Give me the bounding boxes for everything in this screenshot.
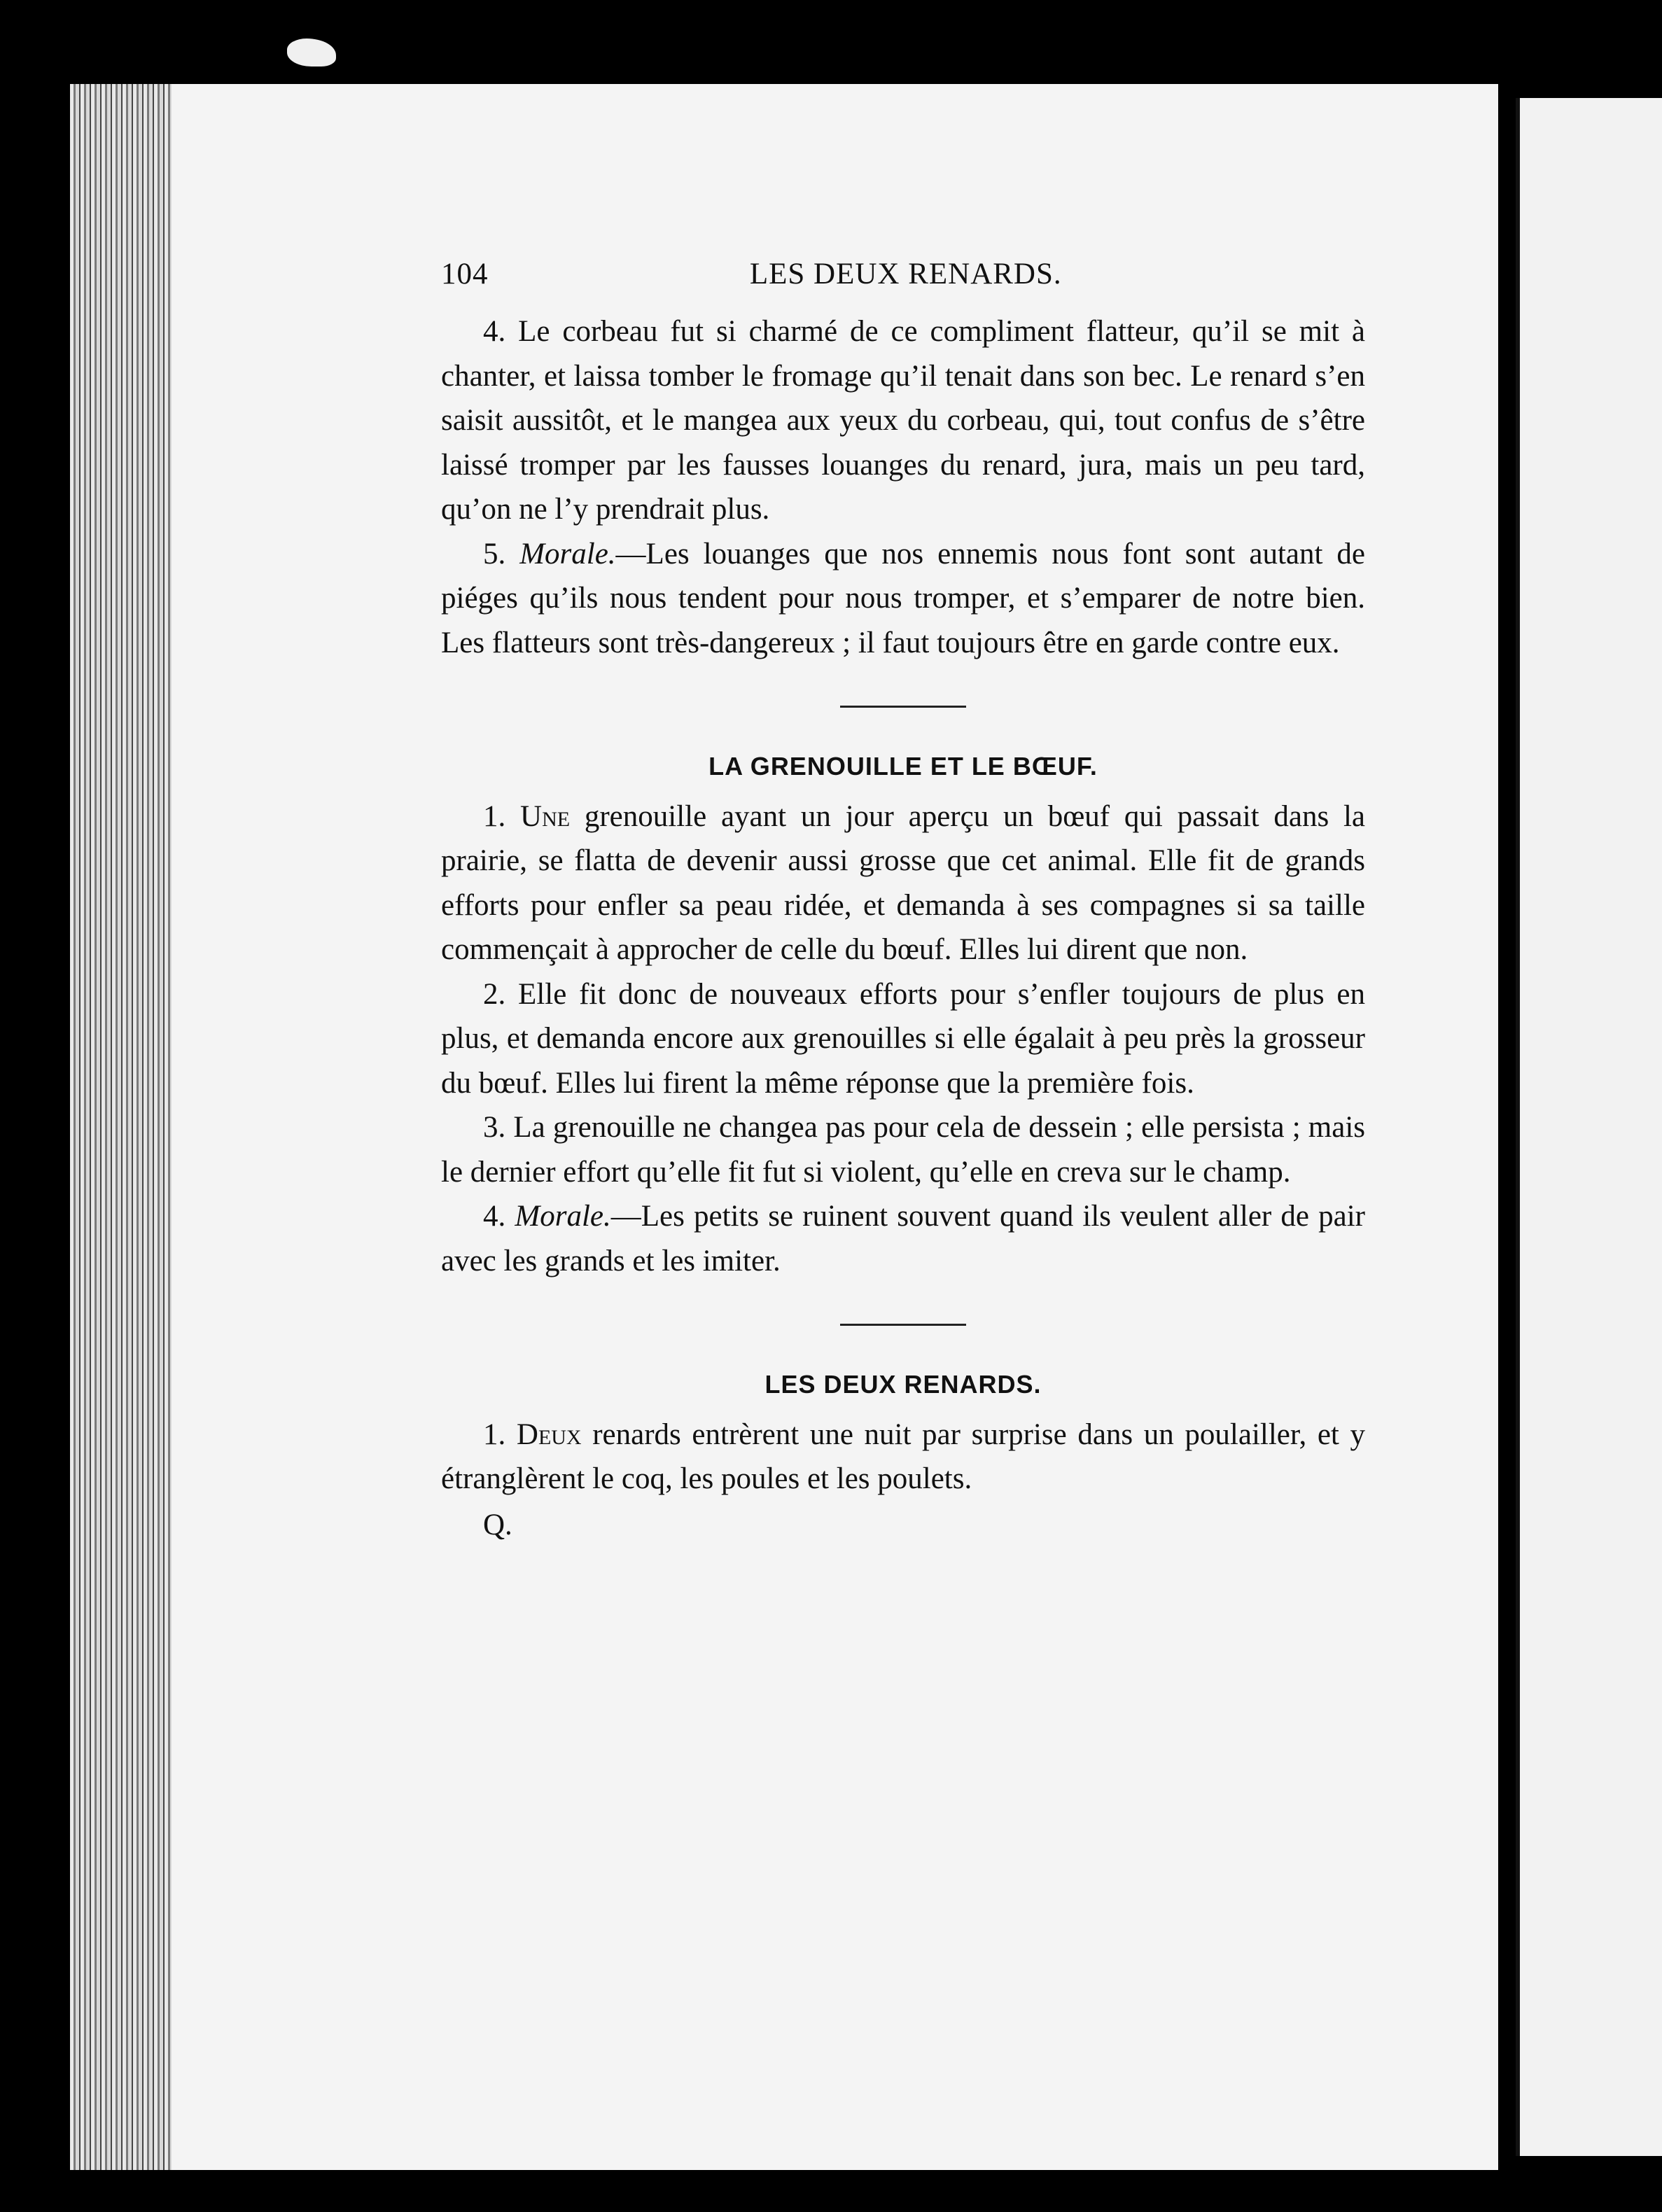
paragraph-morale: 5. Morale.—Les louanges que nos ennemis nous font sont autant de piéges qu’ils nous tendent pour nous tromper, et s’emparer de notre bien. Les flatteurs sont très-dangereux ; il faut toujours être en garde contre eux. <box>441 537 1365 659</box>
scan-artifact <box>287 38 336 66</box>
paragraph: 1. Deux renards entrèrent une nuit par surprise dans un poulailler, et y étranglèrent le coq, les poules et les poulets. <box>441 1418 1366 1495</box>
section-title: LA GRENOUILLE ET LE BŒUF. <box>708 752 1098 780</box>
section-title: LES DEUX RENARDS. <box>764 1370 1042 1399</box>
running-title: LES DEUX RENARDS. <box>749 258 1062 290</box>
page-number: 104 <box>441 258 489 290</box>
page-text <box>441 252 1365 1547</box>
paragraph: 3. La grenouille ne changea pas pour cela de dessein ; elle persista ; mais le dernier effort qu’elle fit fut si violent, qu’elle en creva sur le champ. <box>441 1111 1365 1189</box>
paragraph: 1. Une grenouille ayant un jour aperçu un bœuf qui passait dans la prairie, se flatta de devenir aussi grosse que cet animal. Elle fit de grands efforts pour enfler sa peau ridée, et demanda à ses compagnes si sa taille commençait à approcher de celle du bœuf. Elles lui dirent que non. <box>441 799 1366 966</box>
paragraph: 4. Le corbeau fut si charmé de ce compliment flatteur, qu’il se mit à chanter, et laissa tomber le fromage qu’il tenait dans son bec. Le renard s’en saisit aussitôt, et le mangea aux yeux du corbeau, qui, tout confus de s’être laissé tromper par les fausses louanges du renard, jura, mais un peu tard, qu’on ne l’y prendrait plus. <box>441 315 1365 526</box>
book-edge <box>70 84 175 2170</box>
signature-mark: Q. <box>483 1508 512 1541</box>
paragraph: 2. Elle fit donc de nouveaux efforts pour s’enfler toujours de plus en plus, et demanda encore aux grenouilles si elle égalait à peu près la grosseur du bœuf. Elles lui firent la même réponse que la première fois. <box>441 977 1365 1100</box>
section-divider <box>840 706 966 708</box>
section-divider <box>840 1324 966 1326</box>
facing-page-edge <box>1516 98 1662 2156</box>
paragraph-morale: 4. Morale.—Les petits se ruinent souvent quand ils veulent aller de pair avec les grands et les imiter. <box>441 1200 1365 1278</box>
running-header <box>441 252 1365 297</box>
